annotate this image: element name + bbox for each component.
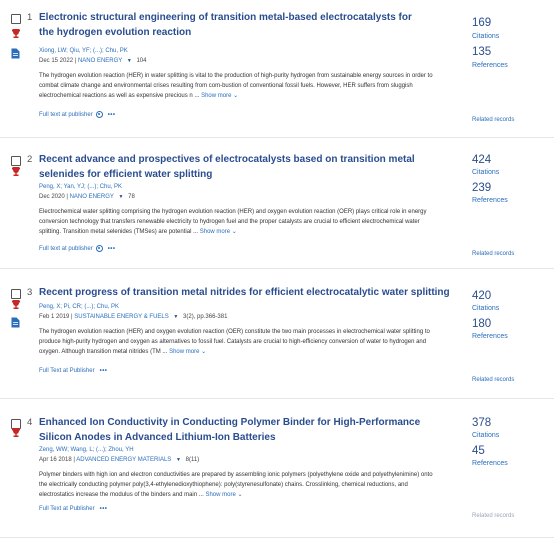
more-options-icon[interactable]: •••	[107, 246, 116, 253]
citations-count[interactable]: 169	[472, 17, 492, 29]
record-number: 3	[27, 287, 33, 298]
abstract-text: Electrochemical water splitting comprising the hydrogen evolution reaction (HER) and oxygen evolution reaction (OER) plays critical role in energy conversion technology that transfers renewable electricity to hydrogen fuel and the proper catalysts are crucial to efficient electrochemical water splitting. Transition metal selenides (TMSes) are potential ...	[39, 209, 427, 235]
record-abstract	[39, 471, 439, 500]
select-checkbox[interactable]	[11, 289, 21, 299]
abstract-text: Polymer binders with high ion and electron conductivities are prepared by assembling ionic polymers (polyethylene oxide and polyethylenimine) onto the electrically conducting polymer poly(3,4-ethylenedioxythiophene): poly(styrenesulfonate) chains. Crosslinking, chemical reductions, and electrostatics increase the modulus of the binders and main ...	[39, 472, 433, 498]
chevron-down-icon[interactable]: ▼	[173, 314, 179, 320]
trophy-icon	[11, 166, 21, 177]
record-journal[interactable]: NANO ENERGY	[77, 58, 123, 64]
record-title[interactable]: Enhanced Ion Conductivity in Conducting Polymer Binder for High-Performance Silicon Anodes in Advanced Lithium-Ion Batteries	[39, 417, 421, 443]
citations-count[interactable]: 424	[472, 154, 492, 166]
citations-count[interactable]: 378	[472, 417, 492, 429]
record-divider	[0, 398, 554, 399]
references-count[interactable]: 180	[472, 318, 492, 330]
related-records-link[interactable]: Related records	[472, 377, 515, 383]
record-abstract	[39, 328, 439, 357]
record-2	[0, 142, 554, 275]
citations-count[interactable]: 420	[472, 290, 492, 302]
record-3	[0, 275, 554, 408]
references-label[interactable]: References	[472, 333, 508, 340]
record-number: 1	[27, 12, 33, 23]
record-authors[interactable]: Peng, X; Pi, CR; (...); Chu, PK	[39, 304, 120, 310]
record-divider	[0, 268, 554, 269]
record-volume: 78	[128, 194, 135, 200]
abstract-text: The hydrogen evolution reaction (HER) in water splitting is vital to the production of high-purity hydrogen from sustainable energy sources in order to combat climate change and environmental crises resulting from com-bustion of conventional fossil fuels. However, HER suffers from sluggish electrochemical reactions as well as expensive precious n ...	[39, 73, 433, 99]
more-options-icon[interactable]: •••	[99, 368, 108, 374]
record-divider	[0, 537, 554, 538]
related-records-link[interactable]: Related records	[472, 251, 515, 257]
record-abstract	[39, 72, 439, 101]
record-volume: 8(11)	[185, 457, 200, 463]
full-text-link[interactable]	[39, 368, 107, 374]
record-date: Apr 16 2018	[39, 457, 72, 463]
citations-label[interactable]: Citations	[472, 432, 500, 439]
open-access-icon	[96, 245, 103, 252]
citations-label[interactable]: Citations	[472, 305, 500, 312]
record-meta: Apr 16 2018 | ADVANCED ENERGY MATERIALS ▼ 8(11)	[39, 457, 200, 463]
record-volume: 104	[136, 58, 147, 64]
record-date: Dec 2020	[39, 194, 65, 200]
record-journal[interactable]: ADVANCED ENERGY MATERIALS	[76, 457, 172, 463]
record-date: Feb 1 2019	[39, 314, 70, 320]
trophy-icon	[11, 427, 21, 438]
more-options-icon[interactable]: •••	[99, 506, 108, 512]
full-text-label[interactable]: Full Text at Publisher	[39, 368, 95, 374]
document-icon	[11, 317, 20, 328]
show-more-link[interactable]: Show more ⌄	[199, 228, 237, 235]
chevron-down-icon[interactable]: ▼	[118, 194, 124, 200]
references-label[interactable]: References	[472, 62, 508, 69]
document-icon	[11, 48, 20, 59]
abstract-text: The hydrogen evolution reaction (HER) and oxygen evolution reaction (OER) constitute the two main processes in electrochemical water splitting to produce high-purity hydrogen and oxygen as alternatives to fossil fuel. Catalysts are crucial to high-efficiency conversion of water to hydrogen and oxygen. Although transition metal nitrides (TM ...	[39, 329, 430, 355]
chevron-down-icon[interactable]: ▼	[175, 457, 181, 463]
trophy-icon	[11, 28, 21, 39]
references-count[interactable]: 135	[472, 46, 492, 58]
record-meta: Dec 15 2022 | NANO ENERGY ▼ 104	[39, 58, 147, 64]
record-number: 4	[27, 417, 33, 428]
record-authors[interactable]: Zeng, WW; Wang, L; (...); Zhou, YH	[39, 447, 134, 453]
show-more-link[interactable]: Show more ⌄	[201, 92, 239, 99]
full-text-label[interactable]: Full text at publisher	[39, 246, 93, 253]
record-date: Dec 15 2022	[39, 58, 74, 64]
record-abstract	[39, 208, 439, 237]
full-text-label[interactable]: Full text at publisher	[39, 112, 93, 119]
full-text-label[interactable]: Full Text at Publisher	[39, 506, 95, 512]
record-volume: 3(2), pp.366-381	[183, 314, 228, 320]
record-authors[interactable]: Peng, X; Yan, YJ; (...); Chu, PK	[39, 184, 123, 190]
related-records-link[interactable]: Related records	[472, 117, 515, 123]
open-access-icon	[96, 111, 103, 118]
references-label[interactable]: References	[472, 460, 508, 467]
references-label[interactable]: References	[472, 197, 508, 204]
record-1	[0, 0, 554, 133]
record-title[interactable]: Recent progress of transition metal nitrides for efficient electrocatalytic water splitting	[39, 287, 450, 298]
more-options-icon[interactable]: •••	[107, 112, 116, 119]
select-checkbox[interactable]	[11, 156, 21, 166]
trophy-icon	[11, 299, 21, 310]
record-journal[interactable]: SUSTAINABLE ENERGY & FUELS	[74, 314, 169, 320]
citations-label[interactable]: Citations	[472, 169, 500, 176]
related-records-link[interactable]: Related records	[472, 513, 515, 519]
full-text-link[interactable]	[39, 245, 116, 252]
references-count[interactable]: 45	[472, 445, 485, 457]
record-4	[0, 405, 554, 538]
record-journal[interactable]: NANO ENERGY	[69, 194, 114, 200]
record-number: 2	[27, 154, 33, 165]
record-divider	[0, 137, 554, 138]
record-title[interactable]: Recent advance and prospectives of electrocatalysts based on transition metal selenides for efficient water splitting	[39, 154, 415, 180]
chevron-down-icon[interactable]: ▼	[126, 58, 132, 64]
record-title[interactable]: Electronic structural engineering of transition metal-based electrocatalysts for the hydrogen evolution reaction	[39, 12, 412, 38]
record-meta: Dec 2020 | NANO ENERGY ▼ 78	[39, 194, 135, 200]
select-checkbox[interactable]	[11, 14, 21, 24]
show-more-link[interactable]: Show more ⌄	[205, 491, 243, 498]
full-text-link[interactable]	[39, 506, 107, 512]
citations-label[interactable]: Citations	[472, 33, 500, 40]
full-text-link[interactable]	[39, 111, 116, 118]
record-meta: Feb 1 2019 | SUSTAINABLE ENERGY & FUELS ▼ 3(2), pp.366-381	[39, 314, 228, 320]
show-more-link[interactable]: Show more ⌄	[169, 348, 207, 355]
references-count[interactable]: 239	[472, 182, 492, 194]
record-authors[interactable]: Xiong, LW; Qiu, YF; (...); Chu, PK	[39, 48, 128, 54]
